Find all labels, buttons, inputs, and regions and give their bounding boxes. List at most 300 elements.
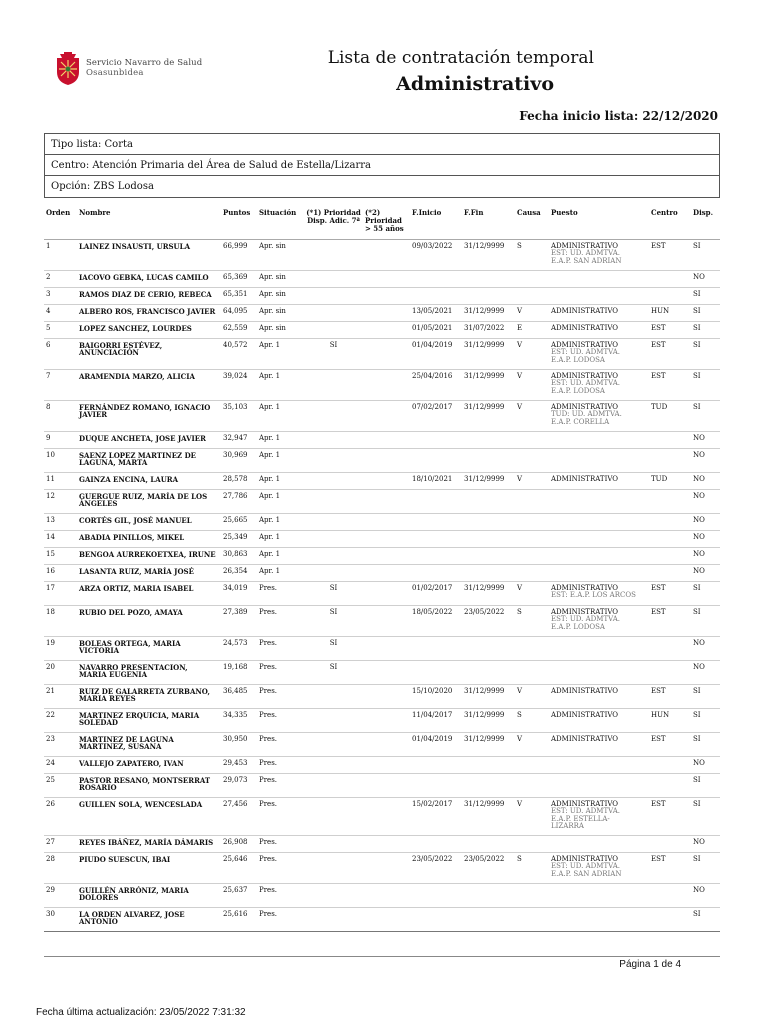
table-row	[44, 883, 720, 907]
cell-prioridad-1	[304, 472, 363, 489]
puesto-detail: EST: UD. ADMTVA.	[551, 249, 620, 257]
puesto-detail: E.A.P. ESTELLA-	[551, 814, 610, 823]
col-centro: Centro	[649, 206, 691, 239]
cell-disp: NO	[691, 756, 720, 773]
cell-prioridad-1: SI	[304, 636, 363, 660]
cell-orden: 29	[44, 883, 77, 907]
cell-f-fin: 31/12/9999	[462, 797, 515, 835]
cell-prioridad-2	[363, 489, 410, 513]
cell-f-fin: 31/12/9999	[462, 338, 515, 369]
cell-nombre: BOLEAS ORTEGA, MARIA VICTORIA	[77, 636, 221, 660]
cell-f-fin	[462, 287, 515, 304]
cell-causa	[515, 773, 549, 797]
cell-puesto	[549, 883, 649, 907]
cell-prioridad-1	[304, 708, 363, 732]
col-disp: Disp.	[691, 206, 720, 239]
cell-situacion: Pres.	[257, 708, 304, 732]
cell-situacion: Apr. sin	[257, 270, 304, 287]
cell-orden: 14	[44, 530, 77, 547]
cell-puesto	[549, 448, 649, 472]
cell-puntos: 26,908	[221, 835, 257, 852]
table-row	[44, 239, 720, 270]
cell-prioridad-1	[304, 756, 363, 773]
puesto-detail: EST: UD. ADMTVA.	[551, 807, 620, 815]
cell-orden: 17	[44, 581, 77, 605]
cell-f-inicio: 25/04/2016	[410, 369, 462, 400]
puesto-detail: E.A.P. LODOSA	[551, 622, 605, 631]
cell-centro	[649, 636, 691, 660]
table-row	[44, 287, 720, 304]
cell-orden: 12	[44, 489, 77, 513]
cell-prioridad-2	[363, 321, 410, 338]
cell-nombre: LAINEZ INSAUSTI, URSULA	[77, 239, 221, 270]
cell-centro	[649, 907, 691, 931]
cell-situacion: Apr. sin	[257, 321, 304, 338]
cell-orden: 9	[44, 431, 77, 448]
cell-causa	[515, 564, 549, 581]
cell-puesto: ADMINISTRATIVO	[549, 732, 649, 756]
cell-f-inicio: 13/05/2021	[410, 304, 462, 321]
cell-puntos: 34,335	[221, 708, 257, 732]
cell-f-fin	[462, 756, 515, 773]
table-row	[44, 472, 720, 489]
logo	[54, 52, 214, 86]
cell-centro	[649, 287, 691, 304]
cell-prioridad-2	[363, 530, 410, 547]
cell-orden: 26	[44, 797, 77, 835]
cell-disp: NO	[691, 547, 720, 564]
cell-centro	[649, 270, 691, 287]
cell-f-inicio: 15/02/2017	[410, 797, 462, 835]
cell-orden: 22	[44, 708, 77, 732]
cell-situacion: Apr. 1	[257, 530, 304, 547]
cell-orden: 23	[44, 732, 77, 756]
cell-centro	[649, 547, 691, 564]
cell-causa: V	[515, 304, 549, 321]
puesto-detail: EST: E.A.P. LOS ARCOS	[551, 591, 636, 599]
cell-f-fin	[462, 907, 515, 931]
list-info-box	[44, 133, 720, 198]
cell-prioridad-2	[363, 369, 410, 400]
cell-situacion: Pres.	[257, 883, 304, 907]
cell-f-inicio	[410, 756, 462, 773]
table-row	[44, 636, 720, 660]
cell-orden: 18	[44, 605, 77, 636]
cell-causa	[515, 756, 549, 773]
cell-puntos: 62,559	[221, 321, 257, 338]
cell-orden: 16	[44, 564, 77, 581]
cell-f-inicio	[410, 270, 462, 287]
cell-puntos: 29,073	[221, 773, 257, 797]
table-row	[44, 684, 720, 708]
cell-puesto	[549, 756, 649, 773]
cell-nombre: ARZA ORTIZ, MARIA ISABEL	[77, 581, 221, 605]
cell-f-inicio	[410, 513, 462, 530]
cell-orden: 3	[44, 287, 77, 304]
cell-causa	[515, 287, 549, 304]
cell-centro: HUN	[649, 708, 691, 732]
cell-puntos: 29,453	[221, 756, 257, 773]
cell-nombre: VALLEJO ZAPATERO, IVAN	[77, 756, 221, 773]
cell-situacion: Pres.	[257, 636, 304, 660]
cell-causa	[515, 431, 549, 448]
cell-orden: 7	[44, 369, 77, 400]
cell-puntos: 28,578	[221, 472, 257, 489]
cell-causa: V	[515, 338, 549, 369]
cell-f-fin: 31/07/2022	[462, 321, 515, 338]
cell-f-inicio: 09/03/2022	[410, 239, 462, 270]
cell-disp: SI	[691, 338, 720, 369]
cell-disp: SI	[691, 369, 720, 400]
cell-nombre: GUILLÉN ARRÓNIZ, MARIA DOLORES	[77, 883, 221, 907]
cell-orden: 10	[44, 448, 77, 472]
cell-disp: SI	[691, 797, 720, 835]
cell-f-inicio	[410, 489, 462, 513]
cell-disp: NO	[691, 530, 720, 547]
cell-prioridad-1	[304, 321, 363, 338]
col-f-fin: F.Fin	[462, 206, 515, 239]
cell-causa	[515, 530, 549, 547]
cell-nombre: GUERGUE RUIZ, MARÍA DE LOS ÁNGELES	[77, 489, 221, 513]
cell-centro: TUD	[649, 472, 691, 489]
list-type: Tipo lista: Corta	[45, 134, 719, 155]
cell-f-fin	[462, 431, 515, 448]
cell-nombre: NAVARRO PRESENTACION, MARIA EUGENIA	[77, 660, 221, 684]
table-row	[44, 732, 720, 756]
cell-puesto: ADMINISTRATIVO EST: UD. ADMTVA. E.A.P. LODOSA	[549, 605, 649, 636]
cell-prioridad-1	[304, 684, 363, 708]
cell-puesto: ADMINISTRATIVO	[549, 684, 649, 708]
cell-nombre: LASANTA RUIZ, MARÍA JOSÉ	[77, 564, 221, 581]
puesto-detail: EST: UD. ADMTVA.	[551, 615, 620, 623]
puesto-detail: EST: UD. ADMTVA.	[551, 379, 620, 387]
cell-situacion: Apr. sin	[257, 287, 304, 304]
cell-prioridad-2	[363, 472, 410, 489]
cell-prioridad-1	[304, 564, 363, 581]
cell-situacion: Apr. 1	[257, 547, 304, 564]
cell-nombre: IACOVO GEBKA, LUCAS CAMILO	[77, 270, 221, 287]
cell-situacion: Apr. 1	[257, 564, 304, 581]
last-updated: Fecha última actualización: 23/05/2022 7:31:32	[36, 1007, 246, 1018]
cell-disp: NO	[691, 660, 720, 684]
cell-nombre: BAIGORRI ESTÉVEZ, ANUNCIACIÓN	[77, 338, 221, 369]
cell-situacion: Apr. 1	[257, 338, 304, 369]
cell-f-fin: 31/12/9999	[462, 369, 515, 400]
cell-nombre: MARTINEZ DE LAGUNA MARTINEZ, SUSANA	[77, 732, 221, 756]
cell-f-fin: 31/12/9999	[462, 732, 515, 756]
cell-puesto: ADMINISTRATIVO EST: UD. ADMTVA. E.A.P. ESTELLA- LIZARRA	[549, 797, 649, 835]
cell-situacion: Apr. 1	[257, 448, 304, 472]
cell-disp: SI	[691, 732, 720, 756]
cell-puesto	[549, 270, 649, 287]
col-nombre: Nombre	[77, 206, 221, 239]
cell-puntos: 25,646	[221, 852, 257, 883]
cell-puntos: 35,103	[221, 400, 257, 431]
cell-nombre: FERNÁNDEZ ROMANO, IGNACIO JAVIER	[77, 400, 221, 431]
cell-causa	[515, 907, 549, 931]
cell-causa	[515, 448, 549, 472]
cell-prioridad-2	[363, 732, 410, 756]
cell-puntos: 66,999	[221, 239, 257, 270]
cell-centro: EST	[649, 852, 691, 883]
cell-prioridad-2	[363, 581, 410, 605]
cell-centro: HUN	[649, 304, 691, 321]
cell-prioridad-2	[363, 564, 410, 581]
cell-causa: V	[515, 797, 549, 835]
cell-centro	[649, 564, 691, 581]
cell-puesto	[549, 431, 649, 448]
cell-f-fin: 31/12/9999	[462, 239, 515, 270]
cell-causa: V	[515, 684, 549, 708]
cell-prioridad-1	[304, 431, 363, 448]
cell-nombre: LOPEZ SANCHEZ, LOURDES	[77, 321, 221, 338]
cell-puesto: ADMINISTRATIVO TUD: UD. ADMTVA. E.A.P. CORELLA	[549, 400, 649, 431]
cell-puntos: 25,616	[221, 907, 257, 931]
cell-situacion: Pres.	[257, 732, 304, 756]
cell-puesto	[549, 564, 649, 581]
cell-disp: SI	[691, 304, 720, 321]
cell-f-fin	[462, 636, 515, 660]
cell-puesto	[549, 530, 649, 547]
cell-puesto: ADMINISTRATIVO EST: UD. ADMTVA. E.A.P. LODOSA	[549, 369, 649, 400]
cell-nombre: REYES IBÁÑEZ, MARÍA DÁMARIS	[77, 835, 221, 852]
cell-f-fin: 31/12/9999	[462, 304, 515, 321]
cell-prioridad-2	[363, 239, 410, 270]
cell-prioridad-2	[363, 304, 410, 321]
cell-prioridad-2	[363, 400, 410, 431]
cell-disp: NO	[691, 883, 720, 907]
cell-f-inicio	[410, 883, 462, 907]
cell-prioridad-1	[304, 369, 363, 400]
puesto-detail: E.A.P. LODOSA	[551, 386, 605, 395]
logo-line-1: Servicio Navarro de Salud	[86, 58, 203, 68]
cell-situacion: Pres.	[257, 756, 304, 773]
cell-prioridad-2	[363, 756, 410, 773]
cell-situacion: Pres.	[257, 581, 304, 605]
cell-orden: 20	[44, 660, 77, 684]
col-causa: Causa	[515, 206, 549, 239]
table-row	[44, 852, 720, 883]
cell-puntos: 30,969	[221, 448, 257, 472]
table-row	[44, 835, 720, 852]
cell-orden: 13	[44, 513, 77, 530]
cell-puntos: 34,019	[221, 581, 257, 605]
cell-centro: TUD	[649, 400, 691, 431]
cell-f-inicio: 15/10/2020	[410, 684, 462, 708]
cell-f-inicio: 01/04/2019	[410, 338, 462, 369]
cell-puesto: ADMINISTRATIVO EST: UD. ADMTVA. E.A.P. SAN ADRIAN	[549, 852, 649, 883]
cell-prioridad-1	[304, 732, 363, 756]
list-start-date: Fecha inicio lista: 22/12/2020	[519, 109, 718, 123]
cell-prioridad-2	[363, 835, 410, 852]
cell-prioridad-1	[304, 400, 363, 431]
cell-causa: S	[515, 852, 549, 883]
cell-f-fin	[462, 513, 515, 530]
candidates-table	[44, 206, 720, 932]
cell-prioridad-2	[363, 338, 410, 369]
cell-puesto: ADMINISTRATIVO	[549, 472, 649, 489]
cell-nombre: ALBERO ROS, FRANCISCO JAVIER	[77, 304, 221, 321]
cell-orden: 19	[44, 636, 77, 660]
cell-f-inicio: 11/04/2017	[410, 708, 462, 732]
cell-puntos: 25,665	[221, 513, 257, 530]
cell-prioridad-1	[304, 797, 363, 835]
table-row	[44, 756, 720, 773]
cell-f-inicio	[410, 773, 462, 797]
cell-prioridad-2	[363, 907, 410, 931]
table-row	[44, 513, 720, 530]
page-subtitle: Lista de contratación temporal	[327, 48, 594, 68]
cell-nombre: MARTINEZ ERQUICIA, MARIA SOLEDAD	[77, 708, 221, 732]
cell-nombre: ARAMENDIA MARZO, ALICIA	[77, 369, 221, 400]
cell-f-inicio: 01/05/2021	[410, 321, 462, 338]
cell-prioridad-1	[304, 852, 363, 883]
puesto-detail: E.A.P. SAN ADRIAN	[551, 869, 622, 878]
cell-puesto: ADMINISTRATIVO EST: UD. ADMTVA. E.A.P. LODOSA	[549, 338, 649, 369]
cell-prioridad-2	[363, 708, 410, 732]
cell-disp: NO	[691, 431, 720, 448]
cell-causa	[515, 270, 549, 287]
cell-disp: SI	[691, 708, 720, 732]
cell-puntos: 25,349	[221, 530, 257, 547]
cell-centro: EST	[649, 605, 691, 636]
cell-f-inicio	[410, 660, 462, 684]
cell-prioridad-2	[363, 431, 410, 448]
cell-orden: 28	[44, 852, 77, 883]
cell-situacion: Apr. 1	[257, 513, 304, 530]
cell-nombre: RUIZ DE GALARRETA ZURBANO, MARIA REYES	[77, 684, 221, 708]
cell-prioridad-2	[363, 287, 410, 304]
table-row	[44, 369, 720, 400]
cell-prioridad-1	[304, 773, 363, 797]
cell-prioridad-2	[363, 773, 410, 797]
cell-centro: EST	[649, 684, 691, 708]
puesto-detail: EST: UD. ADMTVA.	[551, 862, 620, 870]
table-row	[44, 907, 720, 931]
list-center: Centro: Atención Primaria del Área de Salud de Estella/Lizarra	[45, 155, 719, 176]
cell-f-inicio	[410, 287, 462, 304]
cell-prioridad-2	[363, 852, 410, 883]
cell-puntos: 39,024	[221, 369, 257, 400]
cell-centro	[649, 448, 691, 472]
cell-causa	[515, 883, 549, 907]
cell-prioridad-1	[304, 489, 363, 513]
cell-situacion: Apr. 1	[257, 431, 304, 448]
cell-prioridad-1	[304, 883, 363, 907]
cell-centro: EST	[649, 732, 691, 756]
cell-puesto: ADMINISTRATIVO	[549, 708, 649, 732]
cell-centro	[649, 756, 691, 773]
cell-puntos: 27,786	[221, 489, 257, 513]
cell-situacion: Pres.	[257, 852, 304, 883]
cell-puesto	[549, 907, 649, 931]
page-indicator: Página 1 de 4	[619, 959, 681, 970]
cell-f-fin	[462, 530, 515, 547]
cell-puntos: 40,572	[221, 338, 257, 369]
cell-centro: EST	[649, 321, 691, 338]
cell-f-inicio	[410, 530, 462, 547]
cell-puntos: 30,950	[221, 732, 257, 756]
cell-centro	[649, 431, 691, 448]
cell-prioridad-1	[304, 287, 363, 304]
table-row	[44, 448, 720, 472]
cell-disp: SI	[691, 852, 720, 883]
table-row	[44, 547, 720, 564]
table-body	[44, 239, 720, 931]
table-row	[44, 797, 720, 835]
table-row	[44, 400, 720, 431]
cell-prioridad-1	[304, 513, 363, 530]
cell-puntos: 65,369	[221, 270, 257, 287]
cell-f-fin	[462, 448, 515, 472]
cell-prioridad-1	[304, 547, 363, 564]
cell-disp: SI	[691, 581, 720, 605]
cell-nombre: PASTOR RESANO, MONTSERRAT ROSARIO	[77, 773, 221, 797]
puesto-detail: EST: UD. ADMTVA.	[551, 348, 620, 356]
cell-disp: NO	[691, 564, 720, 581]
cell-centro: EST	[649, 338, 691, 369]
cell-prioridad-2	[363, 660, 410, 684]
cell-causa	[515, 660, 549, 684]
cell-puesto	[549, 773, 649, 797]
puesto-detail: E.A.P. CORELLA	[551, 417, 610, 426]
cell-f-inicio	[410, 448, 462, 472]
cell-causa: S	[515, 708, 549, 732]
cell-puntos: 24,573	[221, 636, 257, 660]
cell-disp: NO	[691, 636, 720, 660]
cell-puesto	[549, 636, 649, 660]
cell-causa: E	[515, 321, 549, 338]
cell-nombre: SAENZ LOPEZ MARTINEZ DE LAGUNA, MARTA	[77, 448, 221, 472]
cell-situacion: Pres.	[257, 797, 304, 835]
cell-disp: SI	[691, 684, 720, 708]
cell-nombre: GAINZA ENCINA, LAURA	[77, 472, 221, 489]
cell-disp: SI	[691, 239, 720, 270]
puesto-detail: TUD: UD. ADMTVA.	[551, 410, 622, 418]
cell-f-inicio: 23/05/2022	[410, 852, 462, 883]
cell-f-fin	[462, 660, 515, 684]
cell-prioridad-1: SI	[304, 660, 363, 684]
navarra-shield-icon	[54, 52, 82, 86]
cell-disp: SI	[691, 907, 720, 931]
cell-orden: 11	[44, 472, 77, 489]
cell-f-inicio: 18/05/2022	[410, 605, 462, 636]
cell-f-fin: 31/12/9999	[462, 684, 515, 708]
cell-disp: NO	[691, 472, 720, 489]
table-row	[44, 530, 720, 547]
cell-f-inicio	[410, 907, 462, 931]
cell-centro: EST	[649, 797, 691, 835]
cell-centro	[649, 883, 691, 907]
cell-puntos: 36,485	[221, 684, 257, 708]
cell-puntos: 65,351	[221, 287, 257, 304]
col-f-inicio: F.Inicio	[410, 206, 462, 239]
cell-prioridad-1: SI	[304, 605, 363, 636]
cell-f-inicio: 07/02/2017	[410, 400, 462, 431]
cell-centro	[649, 530, 691, 547]
cell-f-inicio	[410, 431, 462, 448]
cell-f-inicio: 01/02/2017	[410, 581, 462, 605]
cell-puesto	[549, 660, 649, 684]
cell-orden: 24	[44, 756, 77, 773]
col-prioridad-1: (*1) Prioridad Disp. Adic. 7ª	[304, 206, 363, 239]
table-row	[44, 605, 720, 636]
cell-prioridad-2	[363, 883, 410, 907]
cell-disp: SI	[691, 321, 720, 338]
cell-disp: NO	[691, 448, 720, 472]
cell-causa	[515, 513, 549, 530]
cell-orden: 1	[44, 239, 77, 270]
